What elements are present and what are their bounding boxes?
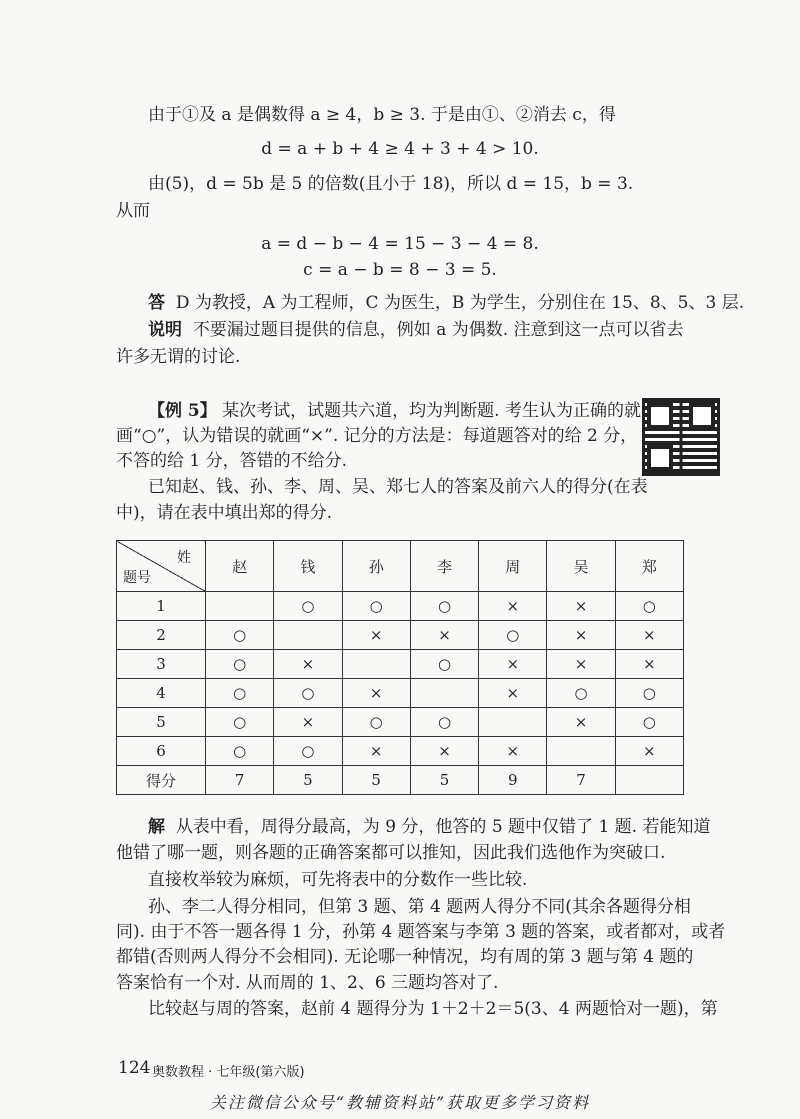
text-line: 由(5)，d = 5b 是 5 的倍数(且小于 18)，所以 d = 15，b = 3. [148, 174, 634, 194]
table-cell: × [615, 650, 683, 679]
book-title: 奥数教程 · 七年级(第六版) [152, 1065, 305, 1080]
corner-name-label: 姓 [177, 550, 191, 566]
table-cell: × [410, 621, 478, 650]
table-cell: ○ [410, 592, 478, 621]
table-cell [547, 737, 615, 766]
table-cell: ○ [206, 708, 274, 737]
note-line [148, 318, 684, 342]
table-cell [410, 679, 478, 708]
table-cell: ○ [547, 679, 615, 708]
note-label: 说明 [148, 320, 182, 340]
qr-code-icon [642, 398, 720, 476]
table-row [117, 621, 684, 650]
table-cell: ○ [615, 708, 683, 737]
text-line: 同). 由于不答一题各得 1 分，孙第 4 题答案与李第 3 题的答案，或者都对，或者 [116, 922, 726, 942]
table-cell: × [479, 679, 547, 708]
table-row [117, 592, 684, 621]
table-cell: ○ [274, 679, 342, 708]
table-cell: ○ [206, 679, 274, 708]
table-cell: 7 [547, 766, 615, 795]
table-cell: ○ [615, 592, 683, 621]
table-header-row [117, 541, 684, 592]
page-number: 124 [118, 1058, 151, 1078]
table-row [117, 650, 684, 679]
equation: c = a − b = 8 − 3 = 5. [303, 260, 497, 280]
table-cell: ○ [615, 679, 683, 708]
table-header-name: 李 [410, 541, 478, 592]
table-row [117, 708, 684, 737]
row-label: 4 [117, 679, 206, 708]
table-cell: × [547, 708, 615, 737]
text-line: 答案恰有一个对. 从而周的 1、2、6 三题均答对了. [116, 973, 499, 993]
equation: d = a + b + 4 ≥ 4 + 3 + 4 > 10. [261, 139, 539, 159]
table-cell: × [479, 592, 547, 621]
corner-question-label: 题号 [123, 570, 151, 586]
table-cell: 5 [410, 766, 478, 795]
text-line: 都错(否则两人得分不会相同). 无论哪一种情况，均有周的第 3 题与第 4 题的 [116, 947, 694, 967]
text-line: 中)，请在表中填出郑的得分. [116, 503, 333, 523]
table-cell [274, 621, 342, 650]
row-label: 1 [117, 592, 206, 621]
table-header-name: 赵 [206, 541, 274, 592]
table-cell: × [547, 621, 615, 650]
text-line: 孙、李二人得分相同，但第 3 题、第 4 题两人得分不同(其余各题得分相 [148, 897, 691, 917]
text-line: 他错了哪一题，则各题的正确答案都可以推知，因此我们选他作为突破口. [116, 843, 666, 863]
text-line: 比较赵与周的答案，赵前 4 题得分为 1＋2＋2＝5(3、4 两题恰对一题)，第 [148, 999, 718, 1019]
text-line: 直接枚举较为麻烦，可先将表中的分数作一些比较. [148, 870, 528, 890]
table-cell [615, 766, 683, 795]
text-line: 已知赵、钱、孙、李、周、吴、郑七人的答案及前六人的得分(在表 [148, 477, 648, 497]
row-label: 5 [117, 708, 206, 737]
table-cell: × [342, 621, 410, 650]
table-cell: × [479, 650, 547, 679]
table-row [117, 679, 684, 708]
table-header-name: 钱 [274, 541, 342, 592]
solution-text: 从表中看，周得分最高，为 9 分，他答的 5 题中仅错了 1 题. 若能知道 [175, 817, 711, 837]
table-cell [342, 650, 410, 679]
table-header-name: 吴 [547, 541, 615, 592]
text-line: 许多无谓的讨论. [116, 347, 241, 367]
table-cell: ○ [206, 650, 274, 679]
table-cell: 9 [479, 766, 547, 795]
table-cell: 5 [342, 766, 410, 795]
text-line: 由于①及 a 是偶数得 a ≥ 4，b ≥ 3. 于是由①、②消去 c，得 [148, 105, 616, 125]
answer-table [116, 540, 684, 795]
table-cell: × [274, 708, 342, 737]
table-header-name: 周 [479, 541, 547, 592]
text-line: 不答的给 1 分，答错的不给分. [116, 451, 348, 471]
table-cell: × [615, 621, 683, 650]
table-cell: ○ [410, 650, 478, 679]
row-label: 6 [117, 737, 206, 766]
note-text: 不要漏过题目提供的信息，例如 a 为偶数. 注意到这一点可以省去 [192, 320, 684, 340]
table-cell: × [547, 592, 615, 621]
table-cell: × [274, 650, 342, 679]
table-cell: ○ [479, 621, 547, 650]
table-cell: ○ [342, 592, 410, 621]
table-cell: × [342, 679, 410, 708]
table-cell: ○ [206, 621, 274, 650]
table-cell [206, 592, 274, 621]
answer-label: 答 [148, 293, 165, 313]
answer-line [148, 291, 744, 315]
text-line: 从而 [116, 201, 150, 221]
row-label: 得分 [117, 766, 206, 795]
row-label: 2 [117, 621, 206, 650]
table-cell: × [547, 650, 615, 679]
table-cell: ○ [274, 737, 342, 766]
table-cell: ○ [342, 708, 410, 737]
table-header-name: 郑 [615, 541, 683, 592]
equation: a = d − b − 4 = 15 − 3 − 4 = 8. [261, 234, 539, 254]
text-line: 画“○”，认为错误的就画“×”. 记分的方法是：每道题答对的给 2 分， [116, 426, 638, 446]
table-cell: ○ [410, 708, 478, 737]
example-line [148, 399, 641, 423]
table-row [117, 766, 684, 795]
table-cell: ○ [274, 592, 342, 621]
table-row [117, 737, 684, 766]
table-cell: 7 [206, 766, 274, 795]
table-cell: × [410, 737, 478, 766]
table-cell: × [342, 737, 410, 766]
solution-line [148, 815, 711, 839]
answer-text: D 为教授，A 为工程师，C 为医生，B 为学生，分别住在 15、8、5、3 层. [175, 293, 745, 313]
row-label: 3 [117, 650, 206, 679]
table-cell: ○ [206, 737, 274, 766]
table-corner-cell [117, 541, 206, 592]
table-header-name: 孙 [342, 541, 410, 592]
table-cell [479, 708, 547, 737]
example-label: 【例 5】 [148, 401, 217, 421]
example-text: 某次考试，试题共六道，均为判断题. 考生认为正确的就 [222, 401, 641, 421]
table-cell: × [615, 737, 683, 766]
solution-label: 解 [148, 817, 165, 837]
table-cell: × [479, 737, 547, 766]
footer-banner: 关注微信公众号“教辅资料站”获取更多学习资料 [209, 1093, 591, 1112]
table-cell: 5 [274, 766, 342, 795]
